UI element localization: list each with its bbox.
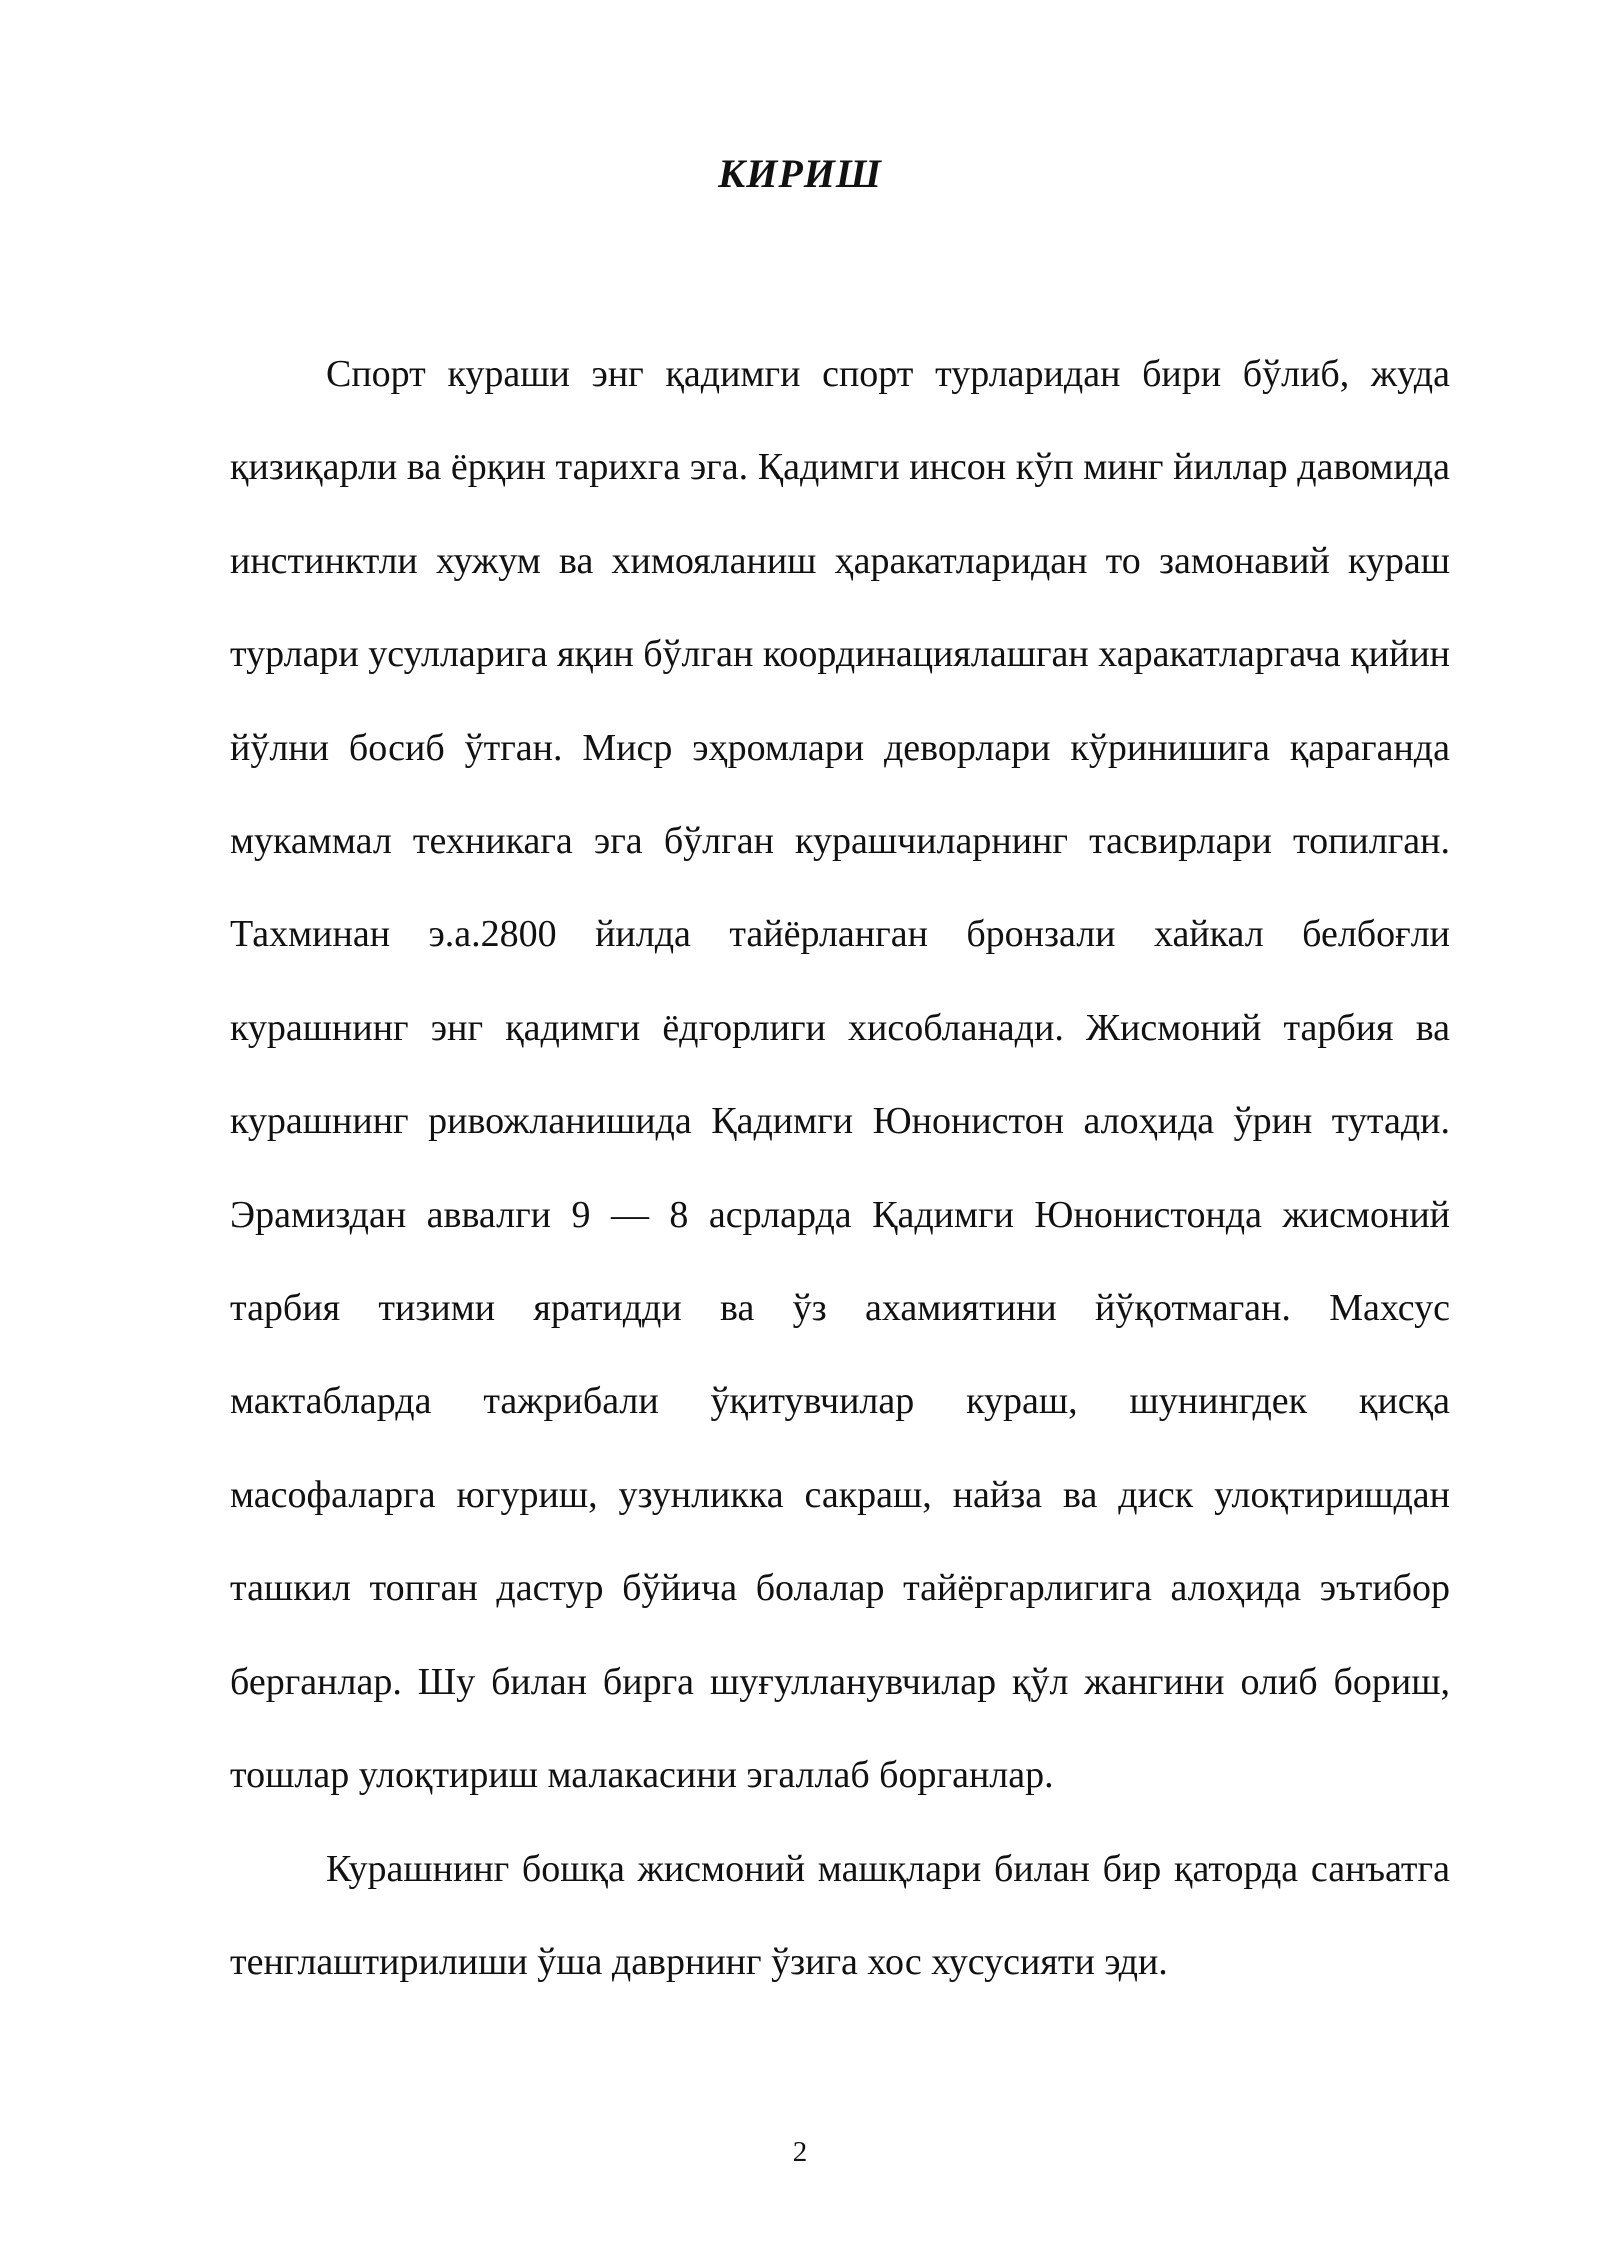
page-number: 2 xyxy=(792,2136,808,2168)
page-title: КИРИШ xyxy=(718,151,882,196)
body-text xyxy=(230,328,1450,2009)
paragraph-2: Курашнинг бошқа жисмоний машқлари билан бир қаторда санъатга тенглаштирилиши ўша даврнинг ўзига хос хусусияти эди. xyxy=(230,1847,1450,1983)
paragraph-1: Спорт кураши энг қадимги спорт турларидан бири бўлиб, жуда қизиқарли ва ёрқин тарихга эга. Қадимги инсон кўп минг йиллар давомида инстинктли хужум ва химояланиш ҳаракатларидан то замонавий кураш турлари усулларига яқин бўлган координациялашган харакатларгача қийин йўлни босиб ўтган. Миср эҳромлари деворлари кўринишига қараганда мукаммал техникага эга бўлган курашчиларнинг тасвирлари топилган. Тахминан э.а.2800 йилда тайёрланган бронзали хайкал белбоғли курашнинг энг қадимги ёдгорлиги хисобланади. Жисмоний тарбия ва курашнинг ривожланишида Қадимги Юнонистон алоҳида ўрин тутади. Эрамиздан аввалги 9 — 8 асрларда Қадимги Юнонистонда жисмоний тарбия тизими яратидди ва ўз ахамиятини йўқотмаган. Махсус мактабларда тажрибали ўқитувчилар кураш, шунингдек қисқа масофаларга югуриш, узунликка сакраш, найза ва диск улоқтиришдан ташкил топган дастур бўйича болалар тайёргарлигига алоҳида эътибор берганлар. Шу билан бирга шуғулланувчилар қўл жангини олиб бориш, тошлар улоқтириш малакасини эгаллаб борганлар. xyxy=(230,353,1450,1797)
